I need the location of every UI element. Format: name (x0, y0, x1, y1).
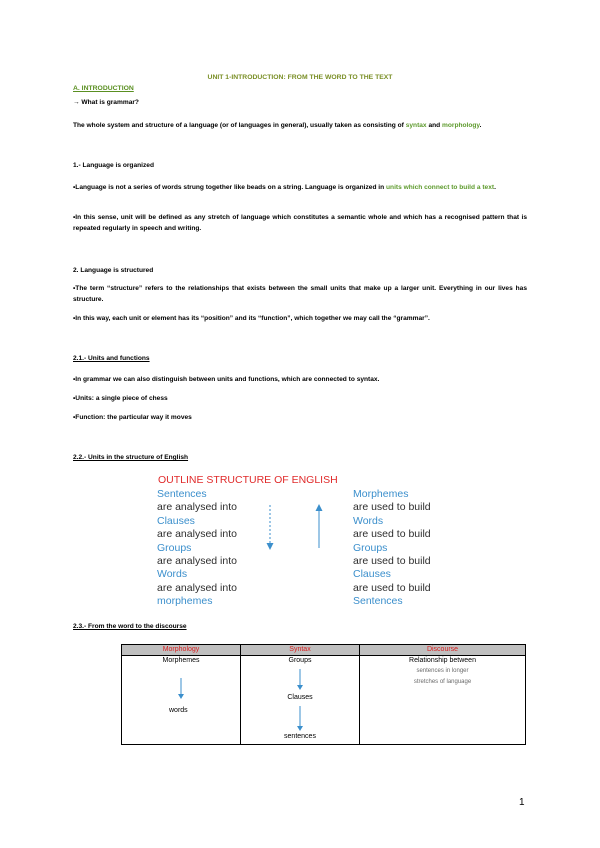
outline-title: OUTLINE STRUCTURE OF ENGLISH (158, 474, 338, 486)
discourse-line-1: Relationship between (409, 657, 476, 664)
definition-part3: . (479, 122, 482, 129)
section-2-paragraph-2: •In this way, each unit or element has its “position” and its “function”, which together we may call the “grammar”. (73, 315, 430, 322)
column-header-syntax: Syntax (241, 645, 360, 656)
outline-left-item: are analysed into (157, 501, 237, 514)
outline-left-item: are analysed into (157, 581, 237, 594)
outline-left-column (157, 488, 237, 609)
outline-right-item: are used to build (353, 581, 431, 594)
page-number: 1 (519, 797, 525, 808)
morphology-top: Morphemes (162, 657, 200, 664)
outline-right-item: Words (353, 514, 384, 527)
s21-bullet-2: •Units: a single piece of chess (73, 395, 168, 402)
discourse-line-3: stretches of language (413, 679, 472, 685)
grammar-definition (73, 120, 527, 131)
s1-p1-text: •Language is not a series of words strung together like beads on a string. Language is organized in (73, 184, 387, 191)
page-title: UNIT 1-INTRODUCTION: FROM THE WORD TO THE TEXT (207, 74, 393, 81)
syntax-middle: Clauses (287, 694, 313, 701)
definition-term-morphology: morphology (442, 122, 480, 129)
section-1-heading: 1.- Language is organized (73, 162, 154, 169)
discourse-cell (360, 656, 526, 745)
syntax-bottom: sentences (284, 733, 316, 740)
outline-right-item: are used to build (353, 501, 431, 514)
down-arrow-icon (177, 678, 185, 700)
section-2-1-heading: 2.1.- Units and functions (73, 355, 150, 362)
down-arrow-icon (296, 669, 304, 691)
morphology-cell (122, 656, 241, 745)
section-2-2-heading: 2.2.- Units in the structure of English (73, 454, 189, 461)
outline-right-item: are used to build (353, 555, 431, 568)
down-arrow-icon (264, 505, 276, 551)
outline-left-item: are analysed into (157, 528, 237, 541)
question-what-is-grammar: → What is grammar? (73, 99, 139, 106)
up-arrow-icon (313, 503, 325, 549)
definition-part1: The whole system and structure of a language (or of languages in general), usually taken as consisting of (73, 122, 406, 129)
outline-left-item: are analysed into (157, 555, 237, 568)
morphology-bottom: words (169, 707, 188, 714)
outline-left-item: Groups (157, 541, 192, 554)
down-arrow-icon (296, 706, 304, 732)
section-2-paragraph-1: •The term “structure” refers to the relationships that exists between the small units that make up a larger unit. Everything in our lives has structure. (73, 285, 527, 303)
definition-part2: and (426, 122, 442, 129)
s21-bullet-3: •Function: the particular way it moves (73, 414, 192, 421)
outline-left-item: Words (157, 568, 188, 581)
s1-p1-term: units which connect to build a text (386, 184, 495, 191)
syntax-top: Groups (288, 657, 312, 664)
section-a-heading: A. INTRODUCTION (73, 85, 134, 92)
discourse-line-2: sentences in longer (416, 668, 469, 674)
outline-right-item: Morphemes (353, 488, 409, 500)
outline-left-item: morphemes (157, 595, 213, 608)
s21-bullet-1: •In grammar we can also distinguish between units and functions, which are connected to syntax. (73, 376, 380, 383)
section-2-3-heading: 2.3.- From the word to the discourse (73, 623, 187, 630)
section-1-paragraph-2: •In this sense, unit will be defined as any stretch of language which constitutes a semantic whole and which has a recognised pattern that is repeated regularly in speech and writing. (73, 214, 527, 232)
outline-left-item: Clauses (157, 514, 195, 527)
syntax-cell (241, 656, 360, 745)
column-header-morphology: Morphology (122, 645, 241, 656)
outline-right-item: Groups (353, 541, 388, 554)
outline-right-item: Sentences (353, 595, 403, 608)
definition-term-syntax: syntax (405, 122, 427, 129)
section-2-heading: 2. Language is structured (73, 267, 154, 274)
section-1-paragraph-1 (73, 182, 527, 193)
s1-p1-end: . (494, 184, 496, 191)
outline-left-item: Sentences (157, 488, 207, 500)
word-to-discourse-table (121, 644, 526, 745)
outline-right-item: Clauses (353, 568, 391, 581)
outline-right-column (353, 488, 431, 609)
column-header-discourse: Discourse (360, 645, 526, 656)
outline-right-item: are used to build (353, 528, 431, 541)
